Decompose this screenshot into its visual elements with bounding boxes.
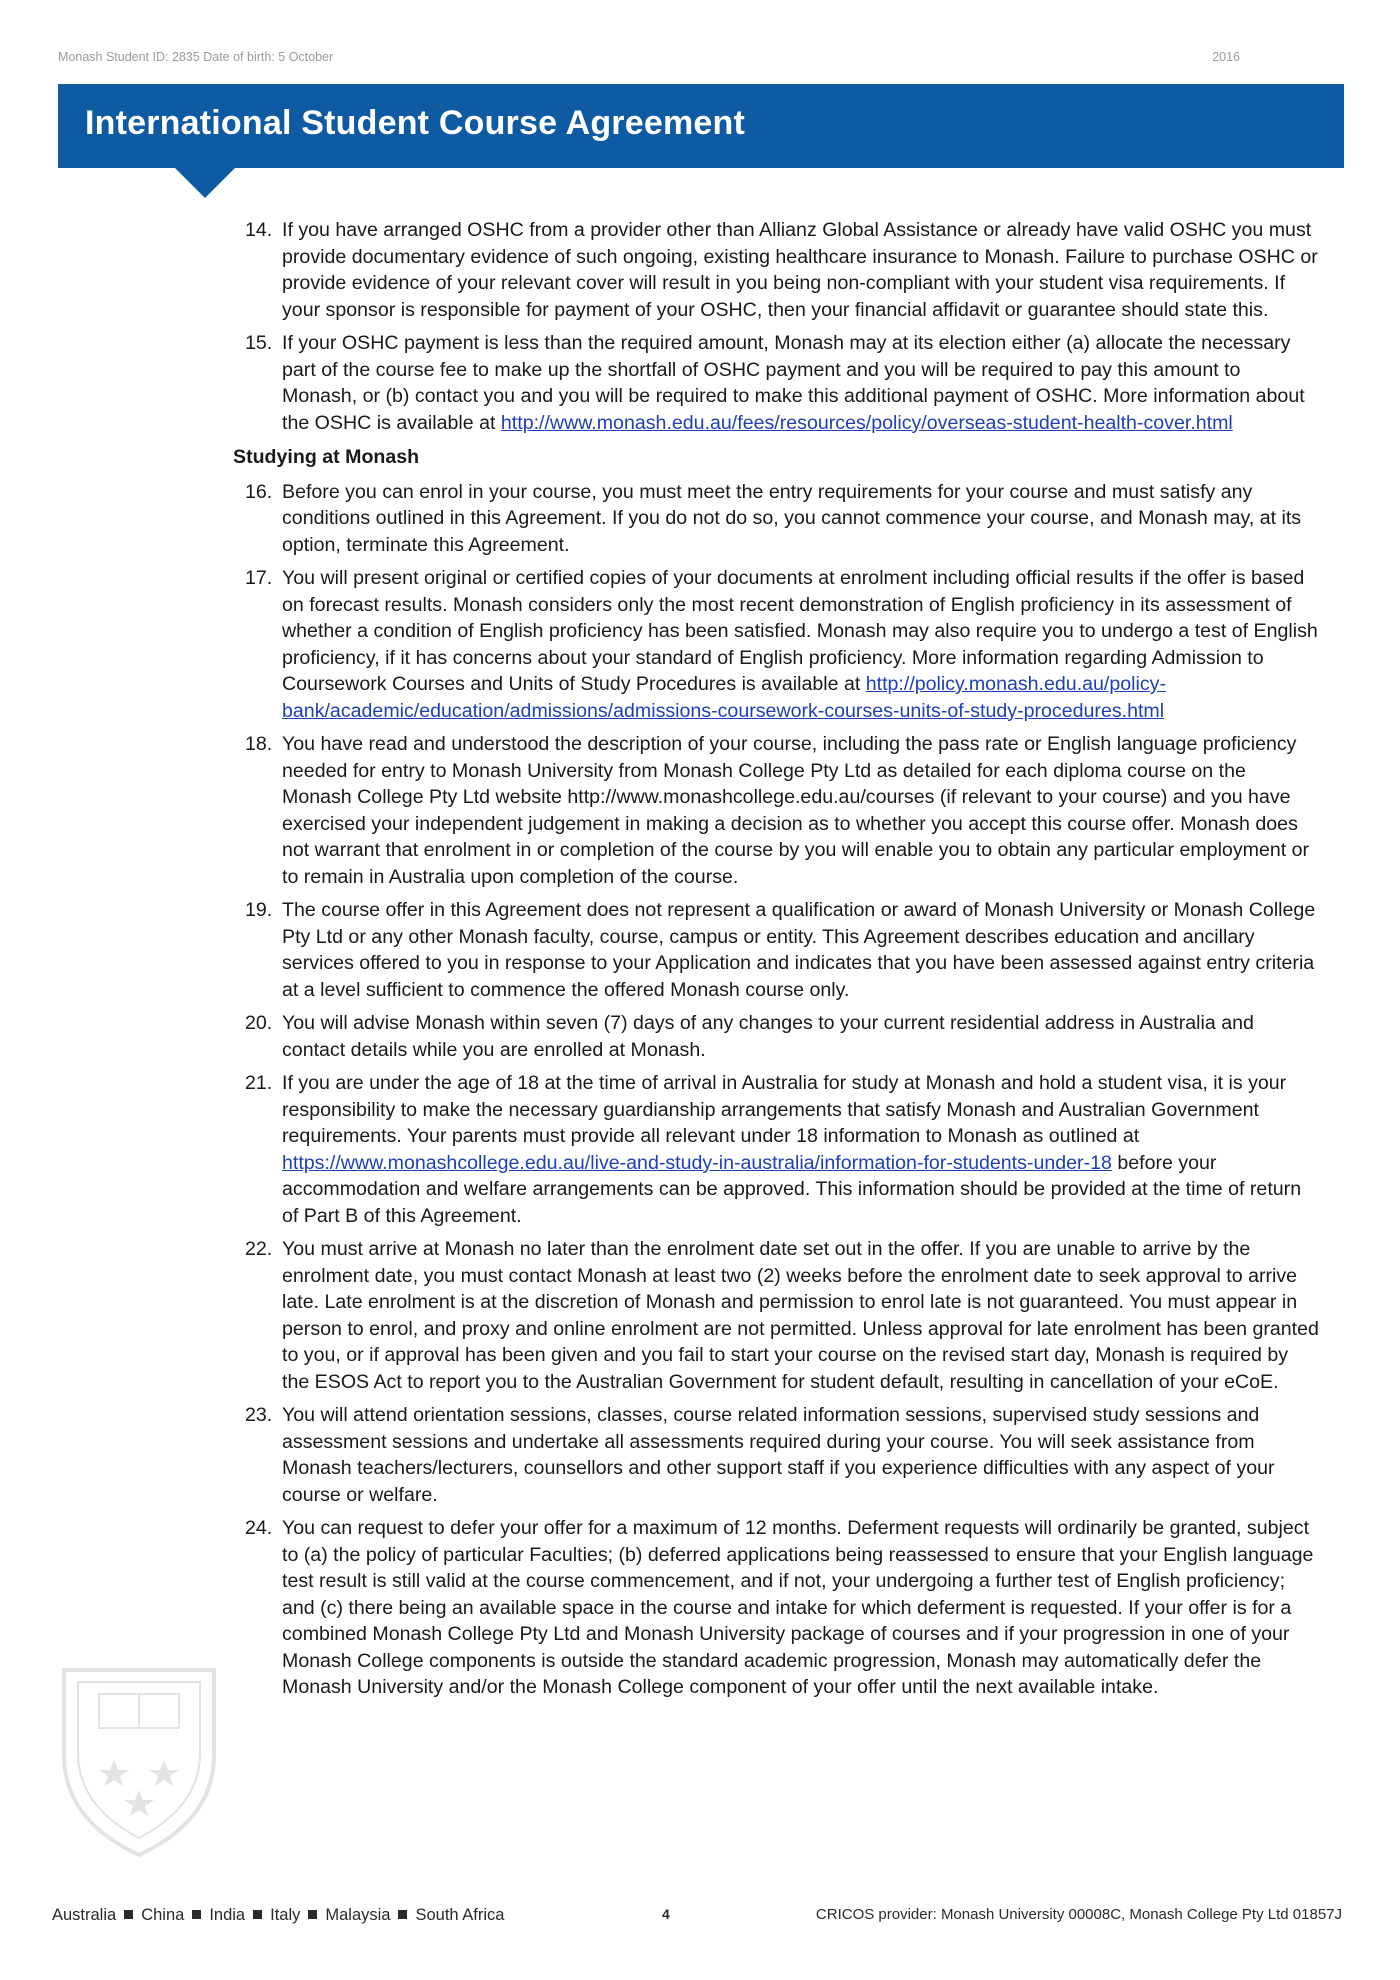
title-banner <box>58 84 1344 168</box>
clause-number: 19. <box>245 899 273 921</box>
square-bullet-icon <box>308 1910 317 1919</box>
clause-text-segment: You must arrive at Monash no later than the enrolment date set out in the offer. If you are unable to arrive by the enrolment date, you must contact Monash at least two (2) weeks before the enrolment date to seek approval to arrive late. Late enrolment is at the discretion of Monash and permission to enrol late is not guaranteed. You must appear in person to enrol, and proxy and online enrolment are not permitted. Unless approval for late enrolment has been granted to you, or if approval has been given and you fail to start your course on the revised start day, Monash is required by the ESOS Act to report you to the Australian Government for student default, resulting in cancellation of your eCoE. <box>282 1238 1319 1393</box>
header-reference-line <box>58 50 1240 70</box>
clause-text <box>282 731 1320 890</box>
clause-item <box>230 217 1320 323</box>
reference-link[interactable]: http://www.monash.edu.au/fees/resources/policy/overseas-student-health-cover.html <box>500 411 1233 434</box>
clause-text-segment: You will attend orientation sessions, classes, course related information sessions, supervised study sessions and assessment sessions and undertake all assessments required during your course. You will seek assistance from Monash teachers/lecturers, counsellors and other support staff if you experience difficulties with any aspect of your course or welfare. <box>282 1404 1275 1506</box>
square-bullet-icon <box>398 1910 407 1919</box>
page-number: 4 <box>662 1906 670 1922</box>
square-bullet-icon <box>192 1910 201 1919</box>
clause-item <box>230 897 1320 1003</box>
clause-text <box>282 565 1320 724</box>
clause-text <box>282 217 1320 323</box>
header-reference-left: Monash Student ID: 2835 Date of birth: 5 October <box>58 50 334 64</box>
footer-country: India <box>209 1906 246 1924</box>
clause-text-segment: If you are under the age of 18 at the time of arrival in Australia for study at Monash and hold a student visa, it is your responsibility to make the necessary guardianship arrangements that satisfy Monash and Australian Government requirements. Your parents must provide all relevant under 18 information to Monash as outlined at <box>282 1072 1287 1147</box>
clause-text <box>282 1070 1320 1229</box>
clause-text <box>282 897 1320 1003</box>
clause-item <box>230 1515 1320 1701</box>
footer-country-list <box>52 1906 504 1925</box>
clause-number: 16. <box>245 480 273 503</box>
section-heading-studying: Studying at Monash <box>233 446 420 468</box>
cricos-notice: CRICOS provider: Monash University 00008C, Monash College Pty Ltd 01857J <box>815 1906 1342 1923</box>
clause-text <box>282 1236 1320 1395</box>
clause-number: 18. <box>245 733 273 755</box>
clause-text <box>282 1515 1320 1701</box>
page-footer <box>52 1906 1342 1930</box>
banner-pointer-decoration <box>175 168 235 198</box>
header-reference-right: 2016 <box>1212 50 1240 64</box>
clause-text <box>282 1010 1320 1063</box>
clause-item <box>230 1010 1320 1063</box>
clause-text-segment: before your accommodation and welfare arrangements can be approved. This information should be provided at the time of return of Part B of this Agreement. <box>282 1151 1302 1227</box>
footer-country: Italy <box>270 1906 301 1924</box>
clause-number: 15. <box>245 332 273 354</box>
clause-number: 23. <box>245 1404 273 1426</box>
clause-list-studying <box>230 479 1320 1701</box>
clause-number: 22. <box>245 1238 273 1260</box>
clause-number: 17. <box>245 567 273 589</box>
square-bullet-icon <box>253 1910 262 1919</box>
footer-country: South Africa <box>415 1906 505 1924</box>
clause-item <box>230 565 1320 724</box>
clause-number: 14. <box>245 219 273 241</box>
agreement-body <box>230 217 1320 1708</box>
clause-text <box>282 1402 1320 1508</box>
clause-item <box>230 479 1320 559</box>
clause-number: 21. <box>245 1072 273 1094</box>
clause-item <box>230 1402 1320 1508</box>
reference-link[interactable]: https://www.monashcollege.edu.au/live-and-study-in-australia/information-for-students-under-18 <box>282 1151 1112 1174</box>
clause-item <box>230 1070 1320 1229</box>
clause-text-segment: You will present original or certified copies of your documents at enrolment including official results if the offer is based on forecast results. Monash considers only the most recent demonstration of English proficiency in its assessment of whether a condition of English proficiency has been satisfied. Monash may also require you to undergo a test of English proficiency, if it has concerns about your standard of English proficiency. More information regarding Admission to Coursework Courses and Units of Study Procedures is available at <box>282 567 1318 695</box>
clause-number: 24. <box>245 1517 273 1539</box>
university-crest-watermark <box>44 1660 234 1860</box>
clause-item <box>230 1236 1320 1395</box>
clause-text-segment: The course offer in this Agreement does not represent a qualification or award of Monash University or Monash College Pty Ltd or any other Monash faculty, course, campus or entity. This Agreement describes education and ancillary services offered to you in response to your Application and indicates that you have been assessed against entry criteria at a level sufficient to commence the offered Monash course only. <box>282 899 1316 1001</box>
clause-text-segment: You have read and understood the description of your course, including the pass rate or English language proficiency needed for entry to Monash University from Monash College Pty Ltd as detailed for each diploma course on the Monash College Pty Ltd website http://www.monashcollege.edu.au/courses (if relevant to your course) and you have exercised your independent judgement in making a decision as to whether you accept this course offer. Monash does not warrant that enrolment in or completion of the course by you will enable you to obtain any particular employment or to remain in Australia upon completion of the course. <box>282 733 1310 888</box>
clause-text-segment: If your OSHC payment is less than the required amount, Monash may at its election either (a) allocate the necessary part of the course fee to make up the shortfall of OSHC payment and you will be required to pay this amount to Monash, or (b) contact you and you will be required to make this additional payment of OSHC. More information about the OSHC is available at <box>282 332 1305 434</box>
clause-number: 20. <box>245 1012 273 1034</box>
reference-link[interactable]: http://policy.monash.edu.au/policy-bank/academic/education/admissions/admissions-coursework-courses-units-of-study-procedures.html <box>282 673 1166 722</box>
clause-text-segment: You can request to defer your offer for a maximum of 12 months. Deferment requests will ordinarily be granted, subject to (a) the policy of particular Faculties; (b) deferred applications being reassessed to ensure that your English language test result is still valid at the course commencement, and if not, your undergoing a further test of English proficiency; and (c) there being an available space in the course and intake for which deferment is requested. If your offer is for a combined Monash College Pty Ltd and Monash University package of courses and if your progression in one of your Monash College components is outside the standard academic progression, Monash may automatically defer the Monash University and/or the Monash College component of your offer until the next available intake. <box>282 1517 1314 1698</box>
page-title: International Student Course Agreement <box>85 104 745 142</box>
clause-item <box>230 330 1320 436</box>
clause-text-segment: If you have arranged OSHC from a provider other than Allianz Global Assistance or already have valid OSHC you must provide documentary evidence of such ongoing, existing healthcare insurance to Monash. Failure to purchase OSHC or provide evidence of your relevant cover will result in you being non-compliant with your student visa requirements. If your sponsor is responsible for payment of your OSHC, then your financial affidavit or guarantee should state this. <box>282 219 1318 321</box>
footer-country: Australia <box>52 1906 117 1924</box>
clause-text-segment: Before you can enrol in your course, you must meet the entry requirements for your course and must satisfy any conditions outlined in this Agreement. If you do not do so, you cannot commence your course, and Monash may, at its option, terminate this Agreement. <box>282 480 1302 556</box>
footer-country: China <box>141 1906 185 1924</box>
square-bullet-icon <box>124 1910 133 1919</box>
clause-text <box>282 479 1320 559</box>
clause-list-oshc <box>230 217 1320 436</box>
footer-country: Malaysia <box>325 1906 391 1924</box>
clause-text <box>282 330 1320 436</box>
clause-item <box>230 731 1320 890</box>
clause-text-segment: You will advise Monash within seven (7) days of any changes to your current residential address in Australia and contact details while you are enrolled at Monash. <box>282 1012 1254 1061</box>
